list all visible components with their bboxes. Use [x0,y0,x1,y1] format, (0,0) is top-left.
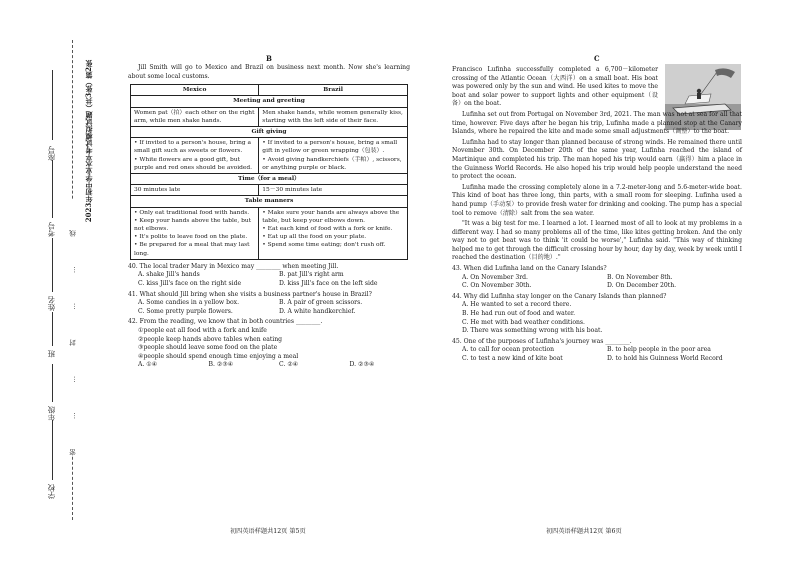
option-d[interactable]: D. A white handkerchief. [279,307,356,315]
reading-b-intro: Jill Smith will go to Mexico and Brazil on business next month. Now she's learning about some local customs. [128,64,410,80]
question-45 [452,338,742,364]
binding-margin [0,0,110,561]
reading-c-paragraph: "It was a big test for me. I learned a lot. I learned most of all to look at my problems in a different way. I had so many problems all of the time, like kites getting broken. And the only way not to get beat was to think 'it could be worse'," Lufinha said. "This way of thinking helped me to get through the difficult crossing hour by hour, day by day, week by week until I reached the destination（目的地）." [452,220,742,262]
table-category: Meeting and greeting [131,96,408,107]
question-stem: 45. One of the purposes of Lufinha's journey was ________. [452,337,632,345]
question-stem: 43. When did Lufinha land on the Canary Islands? [452,265,607,273]
name-label: 姓名 [47,296,56,311]
option-c[interactable]: C. ②④ [279,361,299,369]
option-c[interactable]: C. Some pretty purple flowers. [138,307,233,315]
option-a[interactable]: A. Some candies in a yellow box. [138,299,240,307]
option-a[interactable]: A. On November 3rd. [462,273,528,281]
option-b[interactable]: B. He had run out of food and water. [462,310,576,318]
table-category: Table manners [131,196,408,207]
table-cell-mexico: 30 minutes late [131,185,259,196]
school-field[interactable] [52,420,53,480]
question-43 [452,265,742,291]
statement: ②people keep hands above tables when eating [138,335,283,343]
option-a[interactable]: A. ①④ [138,361,158,369]
reading-c-paragraph: Lufinha set out from Portugal on November 3rd, 2021. The man was not at sea for all that time, however. Five days after he began his trip, Lufinha made a planned stop at the Canary Islands, where he repaired the kite and made some small adjustments（调整）to the boat. [452,110,742,136]
table-category: Time（for a meal） [131,174,408,185]
school-label: 学校 [47,484,56,499]
statement: ①people eat all food with a fork and knife [138,327,267,334]
col-header-brazil: Brazil [259,85,408,96]
question-stem: 44. Why did Lufinha stay longer on the Canary Islands than planned? [452,292,667,300]
option-a[interactable]: A. shake Jill's hands [138,271,200,279]
class-field[interactable] [52,312,53,346]
question-stem: 42. From the reading, we know that in both countries ________. [128,318,323,326]
option-b[interactable]: B. A pair of green scissors. [279,299,363,307]
reading-c-paragraph: Francisco Lufinha successfully completed a 6,700－kilometer crossing of the Atlantic Ocean（大西洋）on a small boat. His boat was powered only by the sun and wind. He used kites to move the boat and solar power to support lights and other equipment（设备）on the boat. [452,66,658,108]
table-cell-mexico: • Only eat traditional food with hands. • Keep your hands above the table, but not elbows. • It's polite to leave food on the plate. • Be prepared for a meal that may last long. [131,207,259,259]
statement: ③people should leave some food on the plate [138,344,278,352]
option-c[interactable]: C. to test a new kind of kite boat [462,355,563,362]
option-c[interactable]: C. On November 30th. [462,282,532,290]
reading-c-paragraph: Lufinha made the crossing completely alone in a 7.2-meter-long and 5.6-meter-wide boat. This kind of boat has three long, thin parts, with a small room for sleeping. Lufinha used a hand pump（手动泵）to provide fresh water for drinking and cooking. The pump has a special tool to remove（清除）salt from the sea water. [452,183,742,217]
table-cell-brazil: 15－30 minutes late [259,185,408,196]
page-footer-right: 初四英语样题共12页 第6页 [546,528,622,535]
option-c[interactable]: C. kiss Jill's face on the right side [138,280,242,288]
class-label: 班 [47,350,56,358]
statement: ④people should spend enough time enjoying a meal [138,352,299,360]
option-b[interactable]: B. pat Jill's right arm [279,271,344,279]
col-header-mexico: Mexico [131,85,259,96]
option-d[interactable]: D. kiss Jill's face on the left side [279,280,378,288]
option-d[interactable]: D. There was something wrong with his boat. [462,327,603,335]
question-42 [128,318,410,370]
option-d[interactable]: D. On December 20th. [607,282,677,290]
exam-no-label: 考号 [47,222,56,237]
page-footer-left: 初四英语样题共12页 第5页 [230,528,306,535]
customs-table [130,84,408,260]
question-40 [128,263,410,289]
section-b-heading: B [266,54,272,63]
table-cell-brazil: • If invited to a person's house, bring a small gift in yellow or green wrapping（包装）. • Avoid giving handkerchiefs（手帕）, scissors, or anything purple or black. [259,138,408,174]
reading-c-paragraph: Lufinha had to stay longer than planned because of strong winds. He remained there until November 30th. On December 20th of the same year, Lufinha reached the island of Martinique and completed his trip. The man hoped his trip would earn（赢得）him a place in the Guinness World Records. He also hoped his trip would help people understand the need to protect the ocean. [452,138,742,181]
section-c-heading: C [594,54,600,63]
table-category: Gift giving [131,127,408,138]
seat-field[interactable] [52,70,53,140]
option-d[interactable]: D. ②③④ [349,361,375,369]
option-d[interactable]: D. to hold his Guinness World Record [607,355,723,362]
option-b[interactable]: B. to help people in the poor area [607,346,711,354]
right-page [452,66,742,364]
question-44 [452,293,742,336]
question-stem: 40. The local trader Mary in Mexico may ________ when meeting Jill. [128,262,339,270]
table-cell-mexico: • If invited to a person's house, bring a small gift such as sweets or flowers. • White flowers are a good gift, but purple and red ones should be avoided. [131,138,259,174]
exam-no-field[interactable] [52,160,53,218]
seat-label: 座号 [47,146,56,161]
seal-text: 密……封……线 [69,200,77,456]
grade-field[interactable] [52,364,53,402]
option-c[interactable]: C. He met with bad weather conditions. [462,318,585,326]
option-a[interactable]: A. He wanted to set a record there. [462,301,572,309]
table-cell-mexico: Women pat（拍）each other on the right arm, while men shake hands. [131,107,259,126]
exam-title-vertical: 2023年初中学业水平考试模拟试题（共3张）第2张 [84,60,93,223]
question-stem: 41. What should Jill bring when she visits a business partner's house in Brazil? [128,290,372,298]
table-cell-brazil: • Make sure your hands are always above the table, but keep your elbows down. • Eat each kind of food with a fork or knife. • Eat up all the food on your plate. • Spend some time eating; don't rush off. [259,207,408,259]
left-page [128,64,410,370]
table-cell-brazil: Men shake hands, while women generally kiss, starting with the left side of their face. [259,107,408,126]
option-a[interactable]: A. to call for ocean protection [462,346,555,354]
option-b[interactable]: B. On November 8th. [607,273,673,281]
name-field[interactable] [52,238,53,292]
grade-label: 年级 [47,406,56,421]
option-b[interactable]: B. ②③④ [208,361,234,369]
question-41 [128,291,410,317]
